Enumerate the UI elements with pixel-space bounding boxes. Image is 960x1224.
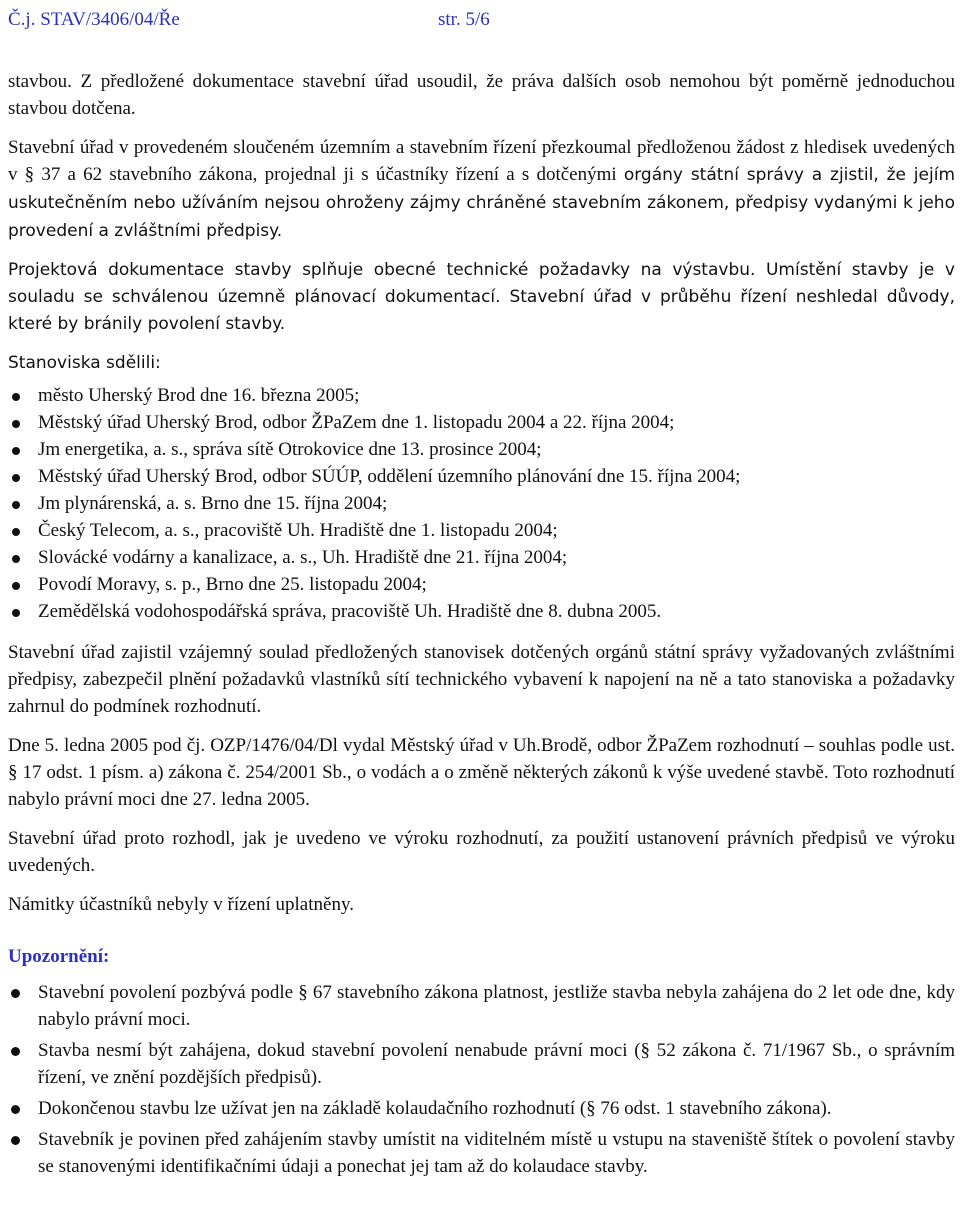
list-item: Slovácké vodárny a kanalizace, a. s., Uh. Hradiště dne 21. října 2004; [8, 544, 955, 571]
paragraph-intro: stavbou. Z předložené dokumentace stavební úřad usoudil, že práva dalších osob nemohou být poměrně jednoduchou stavbou dotčena. [8, 71, 955, 119]
list-item: Zemědělská vodohospodářská správa, pracoviště Uh. Hradiště dne 8. dubna 2005. [8, 598, 955, 625]
warning-item: Stavba nesmí být zahájena, dokud stavební povolení nenabude právní moci (§ 52 zákona č. 71/1967 Sb., o správním řízení, ve znění pozdějších předpisů). [8, 1037, 955, 1091]
warning-list [8, 979, 955, 1180]
warning-item: Stavební povolení pozbývá podle § 67 stavebního zákona platnost, jestliže stavba nebyla zahájena do 2 let ode dne, kdy nabylo právní moci. [8, 979, 955, 1033]
list-item: Povodí Moravy, s. p., Brno dne 25. listopadu 2004; [8, 571, 955, 598]
list-item: Městský úřad Uherský Brod, odbor ŽPaZem dne 1. listopadu 2004 a 22. října 2004; [8, 409, 955, 436]
paragraph-technical-requirements: Projektová dokumentace stavby splňuje obecné technické požadavky na výstavbu. Umístění stavby je v souladu se schválenou územně plánovací dokumentací. Stavební úřad v průběhu řízení neshledal důvody, které by bránily povolení stavby. [8, 260, 955, 334]
warning-item: Stavebník je povinen před zahájením stavby umístit na viditelném místě u vstupu na staveniště štítek o povolení stavby se stanovenými identifikačními údaji a ponechat jej tam až do kolaudace stavby. [8, 1126, 955, 1180]
statement-holders-list [8, 382, 955, 625]
paragraph-coordination: Stavební úřad zajistil vzájemný soulad předložených stanovisek dotčených orgánů státní správy vyžadovaných zvláštními předpisy, zabezpečil plnění požadavků vlastníků sítí technického vybavení k napojení na ně a tato stanoviska a požadavky zahrnul do podmínek rozhodnutí. [8, 642, 955, 717]
paragraph-review-sans-text: orgány státní správy a zjistil, že jejím uskutečněním nebo užíváním nejsou ohroženy zájmy chráněné stavebním zákonem, předpisy vydanými k jeho provedení a zvláštními předpisy. [8, 165, 956, 241]
paragraph-objections: Námitky účastníků nebyly v řízení uplatněny. [8, 894, 354, 915]
list-item: Jm energetika, a. s., správa sítě Otrokovice dne 13. prosince 2004; [8, 436, 955, 463]
warning-heading: Upozornění: [8, 946, 110, 967]
paragraph-water-decision: Dne 5. ledna 2005 pod čj. OZP/1476/04/Dl vydal Městský úřad v Uh.Brodě, odbor ŽPaZem rozhodnutí – souhlas podle ust. § 17 odst. 1 písm. a) zákona č. 254/2001 Sb., o vodách a o změně některých zákonů k výše uvedené stavbě. Toto rozhodnutí nabylo právní moci dne 27. ledna 2005. [8, 735, 955, 810]
reference-number: Č.j. STAV/3406/04/Ře [8, 9, 180, 30]
paragraph-review [8, 134, 955, 245]
document-body [8, 68, 955, 1180]
paragraph-review-text: Stavební úřad v provedeném sloučeném územním a stavebním řízení přezkoumal předloženou žádost z hledisek uvedených v § 37 a 62 stavebního zákona, projednal ji s účastníky řízení a s dotčenými [8, 137, 955, 185]
warning-item: Dokončenou stavbu lze užívat jen na základě kolaudačního rozhodnutí (§ 76 odst. 1 stavebního zákona). [8, 1095, 955, 1122]
paragraph-decision: Stavební úřad proto rozhodl, jak je uvedeno ve výroku rozhodnutí, za použití ustanovení právních předpisů ve výroku uvedených. [8, 828, 955, 876]
statements-label: Stanoviska sdělili: [8, 353, 161, 373]
list-item: město Uherský Brod dne 16. března 2005; [8, 382, 955, 409]
page-number: str. 5/6 [438, 9, 490, 30]
list-item: Jm plynárenská, a. s. Brno dne 15. října 2004; [8, 490, 955, 517]
list-item: Český Telecom, a. s., pracoviště Uh. Hradiště dne 1. listopadu 2004; [8, 517, 955, 544]
page-header [8, 0, 955, 36]
list-item: Městský úřad Uherský Brod, odbor SÚÚP, oddělení územního plánování dne 15. října 2004; [8, 463, 955, 490]
